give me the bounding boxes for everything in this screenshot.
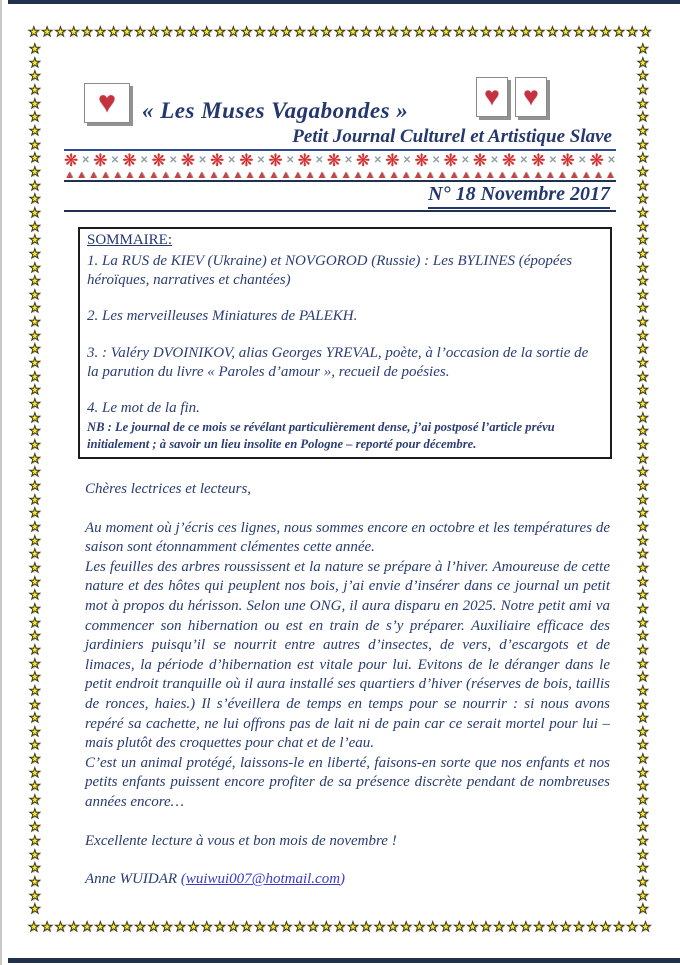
letter-greeting: Chères lectrices et lecteurs, [85,481,252,497]
star-border-bottom: ★ ★ ★ ★ ★ ★ ★ ★ ★ ★ ★ ★ ★ ★ ★ ★ ★ ★ ★ ★ ★ ★ ★ ★ ★ ★ ★ ★ ★ ★ ★ ★ ★ ★ ★ ★ ★ ★ ★ ★ ★ ★ ★ ★ ★ ★ ★ [28,919,652,934]
journal-title: « Les Muses Vagabondes » [142,98,409,123]
letter-paragraph-2: Les feuilles des arbres roussissent et la nature se prépare à l’hiver. Amoureuse de cette nature et des hôtes qui peuplent nos bois, j’ai envie d’insérer dans ce journal un petit mot à propos du hérisson. Selon une ONG, il aura disparu en 2025. Notre petit ami va commencer son hibernation ou est en train de s’y préparer. Auxiliaire efficace des jardiniers puisqu’il se nourrit entre autres d’insectes, de vers, d’escargots et de limaces, la période d’hibernation est vitale pour lui. Evitons de le déranger dans le petit endroit tranquille où il aura installé ses quartiers d’hiver (réserves de bois, taillis de ronces, haies.) Il s’éveillera de temps en temps pour se nourrir : si nous avons repéré sa cachette, ne lui offrons pas de lait ni de pain car ce serait mortel pour lui – mais plutôt des croquettes pour chat et de l’eau. [85,558,610,752]
sommaire-nb-note: NB : Le journal de ce mois se révélant particulièrement dense, j’ai postposé l’article prévu initialement ; à savoir un lieu insolite en Pologne – reporté pour décembre. [87,420,555,451]
journal-subtitle: Petit Journal Culturel et Artistique Slave [292,126,612,147]
paren-open: ( [180,871,186,888]
heart-motif-right-1 [476,77,508,117]
heart-motif-left [84,83,130,123]
letter-closing: Excellente lecture à vous et bon mois de novembre ! [85,832,397,849]
sommaire-item-2: 2. Les merveilleuses Miniatures de PALEKH. [87,308,358,325]
paren-close: ) [340,871,346,888]
embroidery-band [64,152,616,180]
ornament-rule [64,180,616,182]
signature-line [85,870,610,890]
sommaire-item-4: 4. Le mot de la fin. [87,399,200,416]
sommaire-title: SOMMAIRE: [87,232,173,248]
issue-number: N° 18 Novembre 2017 [428,183,610,209]
heart-icon: ♥ [484,82,500,111]
bottom-rule-bar [8,958,680,963]
letter-paragraph-1: Au moment où j’écris ces lignes, nous sommes encore en octobre et les températures de saison sont étonnamment clémentes cette année. [85,519,610,556]
sommaire-item-3: 3. : Valéry DVOINIKOV, alias Georges YREVAL, poète, à l’occasion de la sortie de la parution du livre « Paroles d’amour », recueil de poésies. [87,344,589,380]
letter-paragraph-3: C’est un animal protégé, laissons-le en liberté, faisons-en sorte que nos enfants et nos petits enfants puissent encore profiter de sa présence discrète pendant de nombreuses années encore… [85,754,610,810]
heart-icon: ♥ [98,86,116,119]
issue-rule [64,210,616,212]
page-edge-line [0,0,2,965]
heart-motif-right-2 [515,77,547,117]
star-border-left: ★ ★ ★ ★ ★ ★ ★ ★ ★ ★ ★ ★ ★ ★ ★ ★ ★ ★ ★ ★ ★ ★ ★ ★ ★ ★ ★ ★ ★ ★ ★ ★ ★ ★ ★ ★ ★ ★ ★ ★ ★ ★ ★ ★ ★ ★ ★ ★ ★ ★ ★ ★ ★ ★ ★ ★ ★ ★ ★ ★ ★ ★ ★ ★ [29,41,41,917]
snowflake-row: ❋ ✕ ❋ ✕ ❋ ✕ ❋ ✕ ❋ ✕ ❋ ✕ ❋ ✕ ❋ ✕ ❋ ✕ ❋ ✕ ❋ ✕ ❋ ✕ ❋ ✕ ❋ ✕ ❋ ✕ ❋ ✕ ❋ ✕ ❋ ✕ ❋ ✕ [64,152,616,169]
top-rule-bar [8,0,680,4]
author-name: Anne WUIDAR [85,871,181,888]
sommaire-item-1: 1. La RUS de KIEV (Ukraine) et NOVGOROD (Russie) : Les BYLINES (épopées héroïques, narratives et chantées) [87,253,573,289]
star-border-top: ★ ★ ★ ★ ★ ★ ★ ★ ★ ★ ★ ★ ★ ★ ★ ★ ★ ★ ★ ★ ★ ★ ★ ★ ★ ★ ★ ★ ★ ★ ★ ★ ★ ★ ★ ★ ★ ★ ★ ★ ★ ★ ★ ★ ★ ★ ★ [28,24,652,39]
author-email-link[interactable]: wuiwui007@hotmail.com [185,871,341,888]
editorial-letter [85,480,610,890]
star-border-right: ★ ★ ★ ★ ★ ★ ★ ★ ★ ★ ★ ★ ★ ★ ★ ★ ★ ★ ★ ★ ★ ★ ★ ★ ★ ★ ★ ★ ★ ★ ★ ★ ★ ★ ★ ★ ★ ★ ★ ★ ★ ★ ★ ★ ★ ★ ★ ★ ★ ★ ★ ★ ★ ★ ★ ★ ★ ★ ★ ★ ★ ★ ★ ★ [637,41,649,917]
sommaire-box [78,227,612,459]
heart-motifs-right [476,77,547,117]
triangle-row: ▲ ▲ ▲ ▲ ▲ ▲ ▲ ▲ ▲ ▲ ▲ ▲ ▲ ▲ ▲ ▲ ▲ ▲ ▲ ▲ ▲ ▲ ▲ ▲ ▲ ▲ ▲ ▲ ▲ ▲ ▲ ▲ ▲ ▲ ▲ ▲ ▲ ▲ ▲ ▲ ▲ ▲ ▲ ▲ ▲ ▲ [64,169,616,180]
subtitle-rule [64,149,616,151]
heart-icon: ♥ [523,82,539,111]
